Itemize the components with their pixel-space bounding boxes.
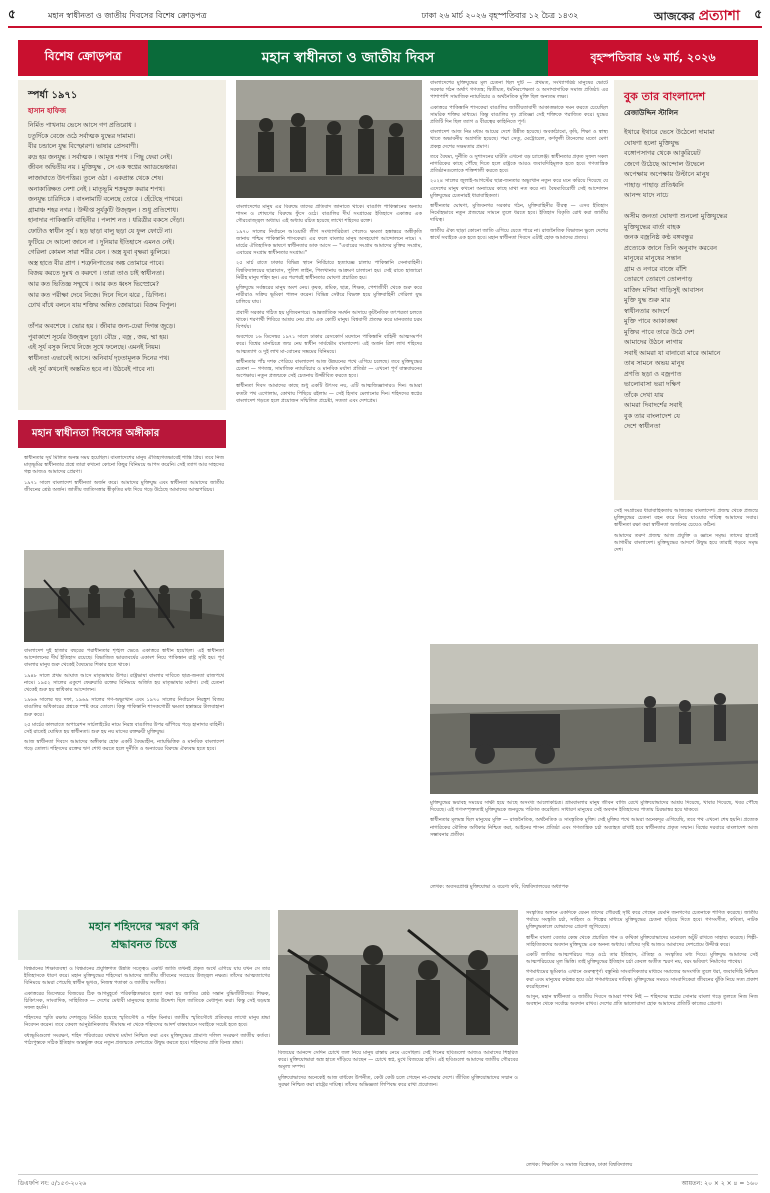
poem-line: সবাই আমরা যা বানাবো মারে আমানে xyxy=(624,348,721,357)
poem-box-sporda xyxy=(18,80,226,410)
brand-prefix: আজকের xyxy=(653,10,695,23)
poem-line xyxy=(624,201,748,212)
section-heading-martyrs-line1: মহান শহিদদের স্মরণ করি xyxy=(88,920,200,933)
poem-line: আনন্দ যাদে নাচে xyxy=(624,191,669,199)
poem-title: বুক তার বাংলাদেশ xyxy=(624,90,706,103)
page-number-right: ৫ xyxy=(754,7,762,21)
poem-line: রুদ্র হয় জনযুদ্ধ । সর্বাত্মক । আমূত্ত শপথ । পিছু ফেরা নেই। xyxy=(28,153,173,161)
poem-line: প্রত্যেকে জানে তিনি অনুবাদ করবেন xyxy=(624,243,717,252)
poem-line: ঢোখ বাঁধে বলনে যায় শক্তির অন্নিত জোয়ারে। বিক্রম বিপুল। xyxy=(28,302,177,310)
right-article-text-2: মুক্তিযুদ্ধের ভয়াবহ সময়ের সাক্ষী হয়ে আছে অসংখ্য আলোকচিত্র। গ্রামবাংলার মানুষ জীবন বাজি রেখে মুক্তিযোদ্ধাদের আশ্রয় দিয়েছে, খাবার দিয়েছে, খবর পৌঁছে দিয়েছে। এই গণসম্পৃক্ততাই মুক্তিযুদ্ধকে জনযুদ্ধে পরিণত করেছিল। সাধারণ মানুষের সেই অবদান ইতিহাসের পাতায় চিরভাস্বর হয়ে থাকবে। স্বাধীনতার মূলমন্ত্র ছিল মানুষের মুক্তি — রাজনৈতিক, অর্থনৈতিক ও সাংস্কৃতিক মুক্তি। সেই মুক্তির পথে আমরা অনেকদূর এগিয়েছি, তবে পথ এখনো শেষ হয়নি। প্রত্যেক নাগরিকের মৌলিক অধিকার নিশ্চিত করা, আইনের শাসন প্রতিষ্ঠা এবং গণতান্ত্রিক চর্চা অব্যাহত রাখাই হবে স্বাধীনতার প্রকৃত সম্মান। বিশ্বের দরবারে বাংলাদেশ আজ সম্ভাবনার প্রতীক। xyxy=(430,800,758,838)
poem-line: মুক্তি যুদ্ধ শুরু মার xyxy=(624,296,671,304)
pledge-article-text-2: বাংলাদেশ দুই হাজার বছরের পরাধীনতার শৃঙ্খল ভেঙে একাত্তরে স্বাধীন হয়েছিল। এই স্বাধীনতা আন্দোলনের দীর্ঘ ইতিহাস রয়েছে। বিভাজিত ভারতবর্ষের একাংশ নিয়ে পাকিস্তান রাষ্ট্র সৃষ্টি হয়। পূর্ব বাংলার মানুষ শুরু থেকেই বৈষম্যের শিকার হতে থাকে। ১৯৪৮ সালে প্রথম আঘাত আসে মাতৃভাষার উপর। রাষ্ট্রভাষা বাংলার দাবিতে ছাত্র-জনতা রাজপথে নামে। ১৯৫২ সালের একুশে ফেব্রুয়ারি রক্তের বিনিময়ে অর্জিত হয় মাতৃভাষার মর্যাদা। সেই চেতনা থেকেই শুরু হয় স্বাধিকার আন্দোলন। ১৯৬৬ সালের ছয় দফা, ১৯৬৯ সালের গণ-অভ্যুত্থান এবং ১৯৭০ সালের নির্বাচনে নিরঙ্কুশ বিজয় বাঙালির অধিকারের প্রশ্নকে স্পষ্ট করে তোলে। কিন্তু পাকিস্তানি শাসকগোষ্ঠী ক্ষমতা হস্তান্তরে টালবাহানা শুরু করে। ২৫ মার্চের কালরাতে অপারেশন সার্চলাইটের নামে নিরস্ত্র বাঙালির উপর ঝাঁপিয়ে পড়ে হানাদার বাহিনী। সেই রাতেই ঘোষিত হয় স্বাধীনতা। শুরু হয় নয় মাসের রক্তক্ষয়ী মুক্তিযুদ্ধ। আজ স্বাধীনতা দিবসে আমাদের অঙ্গীকার হোক একটি বৈষম্যহীন, ন্যায়ভিত্তিক ও মানবিক বাংলাদেশ গড়ে তোলা। শহিদদের রক্তের ঋণ শোধ করতে হলে দুর্নীতি ও অন্যায়ের বিরুদ্ধে ঐক্যবদ্ধ হতে হবে। xyxy=(24,648,224,753)
supplement-title: মহান স্বাধীনতা ও জাতীয় দিবসের বিশেষ ক্রোড়পত্র xyxy=(48,10,207,20)
poem-line: মুক্তি পাবে আকাঙ্ক্ষা xyxy=(624,317,678,325)
section-heading-martyrs-line2: শ্রদ্ধাবনত চিত্তে xyxy=(111,938,177,951)
poem-line: মুক্তির পাবে তারে উঠে দেশ xyxy=(624,327,695,336)
poem-line: তোরণে তোরণে তোলপাড় xyxy=(624,275,693,283)
banner-center-title: মহান স্বাধীনতা ও জাতীয় দিবস xyxy=(148,40,548,76)
poem-line: তাঁকে দেখা যায় xyxy=(624,390,664,399)
dfp-number: ডিএফপি নং: ৫/১৫৩-২০২৬ xyxy=(18,1180,87,1187)
photo-freedom-fighters-rifles xyxy=(278,910,518,1045)
poem-line: চতুর্দিকে বেজে ওঠে সর্বাত্মক যুদ্ধের দামামা। xyxy=(28,132,136,140)
poem-line: পুবাকাশে সূর্যের উজ্জ্বল চূড়া। বৌদ্র , বজ্র , জয়, ম্মা হয়। xyxy=(28,333,169,341)
page-number-left: ৫ xyxy=(8,7,16,21)
poem-line: অপেক্ষায় অপেক্ষায় উল্টানে মানুষ xyxy=(624,170,710,178)
poem-line: ভালোবাসা ভরা দক্ষিণ xyxy=(624,380,681,388)
brand-name: প্রত্যাশা xyxy=(698,8,740,24)
photo-liberation-war-field xyxy=(430,644,758,794)
poem-line: ঘোষণা হলো মুক্তিযুদ্ধ xyxy=(624,138,680,147)
center-article-text-2: বাংলাদেশের মুক্তিযুদ্ধের মূল চেতনা ছিল দুটি — প্রথমত, সংখ্যাগরিষ্ঠ মানুষের ভোটে সরকার গঠন অর্থাৎ গণতন্ত্র; দ্বিতীয়ত, ধর্মনিরপেক্ষতা ও অসাম্প্রদায়িক সমাজ প্রতিষ্ঠা। এর পাশাপাশি সামাজিক ন্যায়বিচার ও অর্থনৈতিক মুক্তি ছিল অন্যতম লক্ষ্য। একাত্তরে পাকিস্তানি শাসকেরা বাঙালির জাতীয়তাবাদী আকাঙ্ক্ষাকে দমন করতে চেয়েছিল সামরিক শক্তির মাধ্যমে। কিন্তু বাঙালির দৃঢ় প্রতিজ্ঞা সেই শক্তিকে পরাজিত করে। যুদ্ধের প্রতিটি দিন ছিল ত্যাগ ও বীরত্বের কাহিনিতে পূর্ণ। বাংলাদেশ আজ নিম্ন মধ্যম আয়ের দেশে উন্নীত হয়েছে। অবকাঠামো, কৃষি, শিক্ষা ও স্বাস্থ্য খাতে অভাবনীয় অগ্রগতি হয়েছে। পদ্মা সেতু, মেট্রোরেল, কর্ণফুলী টানেলের মতো মেগা প্রকল্প দেশের সক্ষমতার প্রমাণ। তবে বৈষম্য, দুর্নীতি ও সুশাসনের ঘাটতি এখনো বড় চ্যালেঞ্জ। স্বাধীনতার প্রকৃত সুফল সকল নাগরিকের কাছে পৌঁছে দিতে হলে রাষ্ট্রকে আরও জবাবদিহিমূলক হতে হবে। গণতান্ত্রিক প্রতিষ্ঠানগুলোকে শক্তিশালী করতে হবে। ২০২৪ সালের জুলাই-আগস্টের ছাত্র-জনতার অভ্যুত্থান নতুন করে মনে করিয়ে দিয়েছে যে এদেশের মানুষ কখনো অন্যায়ের কাছে মাথা নত করে না। বৈষম্যবিরোধী সেই আন্দোলন মুক্তিযুদ্ধের চেতনারই ধারাবাহিকতা। স্বাধীনতার ঘোষণা, মুজিবনগর সরকার গঠন, মুক্তিবাহিনীর বীরত্ব — এসব ইতিহাস নির্মোহভাবে নতুন প্রজন্মের সামনে তুলে ধরতে হবে। ইতিহাস বিকৃতি রোধ করা জাতীয় দায়িত্ব। জাতীয় ঐক্য ছাড়া কোনো জাতি এগিয়ে যেতে পারে না। রাজনৈতিক বিভাজন ভুলে দেশের স্বার্থে সবাইকে এক হতে হবে। মহান স্বাধীনতা দিবসে এটাই হোক আমাদের প্রত্যয়। xyxy=(430,80,608,241)
banner-right-date: বৃহস্পতিবার ২৬ মার্চ, ২০২৬ xyxy=(548,40,758,76)
right-article-text-1: সেই সংগ্রামের ধারাবাহিকতায় আজকের বাংলাদেশ। প্রজন্ম থেকে প্রজন্মে মুক্তিযুদ্ধের চেতনা বহন করে নিয়ে যাওয়ার দায়িত্ব আমাদের সবার। স্বাধীনতা রক্ষা করা স্বাধীনতা অর্জনের চেয়েও কঠিন। আমাদের তরুণ প্রজন্ম আজ প্রযুক্তি ও জ্ঞানে সমৃদ্ধ। তাদের হাতেই আগামীর বাংলাদেশ। মুক্তিযুদ্ধের আদর্শে উদ্বুদ্ধ হয়ে তারাই গড়বে সমৃদ্ধ দেশ। xyxy=(614,508,758,554)
poem-line: আমাদের উঠনে লাগায় xyxy=(624,338,683,346)
poem-line: বিজয় করতে দুঃখ ও করুণে । তারা তাও চাই স্বাধীনতা। xyxy=(28,270,165,278)
poem-line: প্রণতি ছড়া ও বজ্রপাত xyxy=(624,369,682,378)
issue-date: ঢাকা ২৬ মার্চ ২০২৬ বৃহস্পতিবার ১২ চৈত্র ১৪৩২ xyxy=(421,10,579,20)
page-footer xyxy=(18,1174,758,1186)
poem-line: এই সূর্য বসুক লিখে নিজে সুখে ফলেছে। এমনই নিয়ম। xyxy=(28,344,161,352)
author-note-bottom: লেখক: শিক্ষাবিদ ও সমাজ বিশ্লেষক, ঢাকা বিশ্ববিদ্যালয় xyxy=(526,1162,633,1168)
martyrs-article-text-2: বিজয়ের আনন্দে সেদিন চোখে জল নিয়ে মানুষ রাস্তায় নেমে এসেছিল। সেই দিনের ছবিগুলো আজও আমাদের শিহরিত করে। মুক্তিযোদ্ধারা অস্ত্র হাতে দাঁড়িয়ে আছেন — চোখে স্বপ্ন, মুখে বিজয়ের হাসি। এই ছবিগুলো আমাদের জাতীয় গৌরবের অমূল্য সম্পদ। মুক্তিযোদ্ধাদের অনেকেই আজ বার্ধক্যে উপনীত, কেউ কেউ চলে গেছেন না-ফেরার দেশে। জীবিত মুক্তিযোদ্ধাদের সম্মান ও সুরক্ষা নিশ্চিত করা রাষ্ট্রের দায়িত্ব। তাঁদের অভিজ্ঞতা লিপিবদ্ধ করে রাখা প্রয়োজন। xyxy=(278,1050,518,1088)
poem-author: হাসান হাফিজ xyxy=(28,107,67,115)
poem-line: অনাকাঙ্ক্ষিত নেশা নেই । মাতৃভূমি শক্রমুক্ত করার শপথ। xyxy=(28,185,165,193)
photo-freedom-fighters-boat xyxy=(24,550,224,642)
supplement-banner xyxy=(18,40,758,76)
poem-line: স্বাধীনতা এভাবেই আসে। অনিবার্য দৃঢ়তামূলক দিনের পথ। xyxy=(28,355,170,363)
author-note-mid: লেখক: অবসরপ্রাপ্ত মুক্তিযোদ্ধা ও বরেণ্য কবি, বিশ্ববিদ্যালয়ের অধ্যাপক xyxy=(430,884,569,890)
poem-line: হানাদার পাকিস্তানি বাহিনীর । পলাশ নত । ধরিত্রীর বকসে দেঁড়া। xyxy=(28,217,185,225)
section-heading-martyrs xyxy=(18,910,270,960)
poem-line: তাঁপর অবশেষে । ভোর হয় । জীবার জন্য-ঢেরা দিগন্ত জুড়ে। xyxy=(28,323,176,331)
martyrs-article-text-1: বিশ্বমানের শিক্ষাব্যবস্থা ও বিশ্বমানের প্রযুক্তিগত উন্নতি সত্ত্বেও একটি জাতি তখনই প্রকৃত অর্থে এগিয়ে যায় যখন সে তার ইতিহাসকে ধারণ করে। মহান মুক্তিযুদ্ধের শহিদেরা আমাদের জাতীয় জীবনের সবচেয়ে উজ্জ্বল নক্ষত্র। তাঁদের আত্মত্যাগের বিনিময়ে আমরা পেয়েছি স্বাধীন ভূখণ্ড, নিজস্ব পতাকা ও জাতীয় সংগীত। একাত্তরের ডিসেম্বরে বিজয়ের ঠিক আগমুহূর্তে পরিকল্পিতভাবে হত্যা করা হয় জাতির শ্রেষ্ঠ সন্তান বুদ্ধিজীবীদের। শিক্ষক, চিকিৎসক, সাংবাদিক, সাহিত্যিক — দেশের মেধাবী মানুষদের হত্যার উদ্দেশ্য ছিল জাতিকে মেধাশূন্য করা। কিন্তু সেই ষড়যন্ত্র সফল হয়নি। শহিদদের স্মৃতি রক্ষায় দেশজুড়ে নির্মিত হয়েছে স্মৃতিসৌধ ও শহিদ মিনার। জাতীয় স্মৃতিসৌধে প্রতিবছর লাখো মানুষ শ্রদ্ধা নিবেদন করেন। তবে কেবল আনুষ্ঠানিকতায় সীমাবদ্ধ না থেকে শহিদদের আদর্শ বাস্তবায়নে সবাইকে সচেষ্ট হতে হবে। বধ্যভূমিগুলো সংরক্ষণ, শহিদ পরিবারের যথাযথ মর্যাদা নিশ্চিত করা এবং মুক্তিযুদ্ধের প্রামাণ্য দলিল সংরক্ষণ জাতীয় কর্তব্য। পাঠ্যপুস্তকে সঠিক ইতিহাস অন্তর্ভুক্ত করে নতুন প্রজন্মকে দেশপ্রেমে উদ্বুদ্ধ করতে হবে। শহিদদের প্রতি বিনম্র শ্রদ্ধা। xyxy=(24,966,270,1046)
poem-line: আমরা দিবাদর্শের সবাই xyxy=(624,401,683,409)
pledge-article-text-1: স্বাধীনতার সূর্য মিলিত অনন্ত সময় হয়েছিল। বাংলাদেশের মানুষ ঐতিহ্যগতভাবেই শান্তি প্রিয়। তবে নিজ মাতৃভূমির স্বাধীনতার প্রশ্নে তারা কখনো কোনো কিছুর বিনিময়ে আপস করেনি। সেই ত্যাগ আর সাহসের গল্প আজও আমাদের প্রেরণা। ১৯৭১ সালে বাংলাদেশ স্বাধীনতা অর্জন করে। আমাদের মুক্তিযুদ্ধ এবং স্বাধীনতা আমাদের জাতীয় জীবনের শ্রেষ্ঠ অর্জন। জাতীয় জাতিসত্তার স্বীকৃতির মধ্য দিয়ে গড়ে উঠেছে আমাদের আত্মপরিচয়। xyxy=(24,455,224,493)
poem-box-buk-tar-bangladesh xyxy=(614,80,758,500)
poem-line: আর কত পরীক্ষা দেবে নিজে। দিনে দিনে ঝরে , ডিগিন্য। xyxy=(28,291,167,299)
poem-author: রেজাউদ্দিন স্টালিন xyxy=(624,109,679,117)
poem-line: মাজিদ মণিমা গাড়িসুই আবাসন xyxy=(624,285,704,294)
poem-line: পাহাড় পাহাড় প্রতিধ্বনি xyxy=(624,180,684,189)
poem-line: ফুটিয়ে দে আলো জানে না । দুনিয়ার ইতিহাসে এমনও নেই। xyxy=(28,238,174,246)
poem-line: মুক্তিযুদ্ধের বার্তা বাহক xyxy=(624,222,681,231)
photo-war-refugees xyxy=(236,80,422,198)
poem-line: দেশে স্বাধীনতা xyxy=(624,422,661,430)
poem-line: জেগে উঠেছে আন্দোল উদ্বেলে xyxy=(624,159,705,168)
poem-line: গ্রাম ও নগরে বাজে বাঁশি xyxy=(624,264,687,273)
poem-line: বঙ্গোপসাগর থেকে আকুরিয়েট xyxy=(624,149,701,157)
poem-line: নির্মিত পাখনায় ভেসে আসে গণ প্রতিরোধ । xyxy=(28,122,136,129)
poem-line: তাৰ সামনে অভয় মানুষ xyxy=(624,359,685,367)
newspaper-logo xyxy=(620,4,740,28)
poem-lines xyxy=(28,121,216,375)
martyrs-article-text-3: সংস্কৃতির অঙ্গনে একদিকে যেমন তাদের গৌরবই সৃষ্টি করে গেছেন যেমনি জনগণের চেতনাকে শাণিত করেছে। জাতীয় পর্যায়ে সংস্কৃতি চর্চা, সাহিত্য ও শিল্পের মাধ্যমে মুক্তিযুদ্ধের চেতনা ছড়িয়ে দিতে হবে। গণসংগীত, কবিতা, নাটক মুক্তিযুদ্ধকালে যোদ্ধাদের প্রেরণা জুগিয়েছে। স্বাধীন বাংলা বেতার কেন্দ্র থেকে প্রচারিত গান ও কথিকা মুক্তিযোদ্ধাদের মনোবল অটুট রাখতে সাহায্য করেছে। শিল্পী-সাহিত্যিকদের অবদান মুক্তিযুদ্ধে এক অনন্য অধ্যায়। তাঁদের সৃষ্টি আজও আমাদের দেশপ্রেমে উদ্দীপ্ত করে। একটি জাতির আত্মপরিচয় গড়ে ওঠে তার ইতিহাস, ঐতিহ্য ও সংস্কৃতির মধ্য দিয়ে। মুক্তিযুদ্ধ আমাদের সেই আত্মপরিচয়ের মূল ভিত্তি। তাই মুক্তিযুদ্ধের ইতিহাস চর্চা কেবল অতীত স্মরণ নয়, বরং ভবিষ্যৎ নির্মাণের পাথেয়। গণমাধ্যমের ভূমিকাও এখানে গুরুত্বপূর্ণ। বস্তুনিষ্ঠ সাংবাদিকতার মাধ্যমে সমাজের অসংগতি তুলে ধরা, জবাবদিহি নিশ্চিত করা এবং মানুষের কণ্ঠস্বর হয়ে ওঠা গণমাধ্যমের দায়িত্ব। মুক্তিযুদ্ধের সময়ও সাংবাদিকেরা জীবনের ঝুঁকি নিয়ে সত্য প্রকাশ করেছিলেন। আসুন, মহান স্বাধীনতা ও জাতীয় দিবসে আমরা শপথ নিই — শহিদদের স্বপ্নের সোনার বাংলা গড়ে তুলতে নিজ নিজ অবস্থান থেকে সর্বোচ্চ অবদান রাখব। দেশের প্রতি ভালোবাসা হোক আমাদের প্রতিটি কাজের প্রেরণা। xyxy=(526,910,758,1008)
poem-line: আর কত ভিতিজ্ঞ সম্মুখে । আর কত ধ্বংস ভিস্প্রেমে? xyxy=(28,280,159,288)
center-article-text-1: বাংলাদেশের মানুষ এর বিরুদ্ধে তাদের প্রতিবাদ জানাতে থাকে। বাঙালি পাকিস্তানের অন্যায় শাসন ও শোষণের বিরুদ্ধে ফুঁসে ওঠে। বাঙালির দীর্ঘ সংগ্রামের ইতিহাসে একাত্তর এক গৌরবোজ্জ্বল অধ্যায়। এই অধ্যায় রচিত হয়েছে লাখো শহিদের রক্তে। ১৯৭০ সালের নির্বাচনে আওয়ামী লীগ সংখ্যাগরিষ্ঠতা পেলেও ক্ষমতা হস্তান্তরে অস্বীকৃতি জানায় পশ্চিম পাকিস্তানি শাসকেরা। এর ফলে বাংলার মানুষ অসহযোগ আন্দোলনে নামে। ৭ মার্চের ঐতিহাসিক ভাষণে স্বাধীনতার ডাক আসে — "এবারের সংগ্রাম আমাদের মুক্তির সংগ্রাম, এবারের সংগ্রাম স্বাধীনতার সংগ্রাম।" ২৫ মার্চ রাতে ঢাকার বিভিন্ন স্থানে নির্বিচারে হত্যাযজ্ঞ চালায় পাকিস্তানি সেনাবাহিনী। বিশ্ববিদ্যালয়ের ছাত্রাবাস, পুলিশ লাইন, পিলখানায় আক্রমণ চালানো হয়। সেই রাতে হাজারো নিরীহ মানুষ শহিদ হন। এর পরপরই স্বাধীনতার ঘোষণা প্রচারিত হয়। মুক্তিযুদ্ধে সর্বস্তরের মানুষ অংশ নেয়। কৃষক, শ্রমিক, ছাত্র, শিক্ষক, পেশাজীবী থেকে শুরু করে নারীরাও সক্রিয় ভূমিকা পালন করেন। বিভিন্ন সেক্টরে বিভক্ত হয়ে মুক্তিবাহিনী গেরিলা যুদ্ধ চালিয়ে যায়। প্রবাসী সরকার গঠিত হয় মুজিবনগরে। আন্তর্জাতিক সমর্থন আদায়ে কূটনৈতিক তৎপরতা চলতে থাকে। শরণার্থী শিবিরে আশ্রয় নেয় প্রায় এক কোটি মানুষ। বিশ্ববাসী প্রত্যক্ষ করে মানবতার চরম বিপর্যয়। অবশেষে ১৬ ডিসেম্বর ১৯৭১ সালে ঢাকার রেসকোর্স ময়দানে পাকিস্তানি বাহিনী আত্মসমর্পণ করে। বিশ্বের মানচিত্রে জন্ম নেয় স্বাধীন সার্বভৌম বাংলাদেশ। এই অর্জন ত্রিশ লাখ শহিদের আত্মত্যাগ ও দুই লাখ মা-বোনের সম্ভ্রমের বিনিময়ে। স্বাধীনতার পাঁচ দশক পেরিয়ে বাংলাদেশ আজ উন্নয়নের পথে এগিয়ে চলেছে। তবে মুক্তিযুদ্ধের চেতনা — গণতন্ত্র, সামাজিক ন্যায়বিচার ও মানবিক মর্যাদা প্রতিষ্ঠা — এখনো পূর্ণ বাস্তবায়নের অপেক্ষায়। নতুন প্রজন্মকে সেই চেতনায় উজ্জীবিত করতে হবে। স্বাধীনতা দিবস আমাদের কাছে শুধু একটি উৎসব নয়, এটি আত্মজিজ্ঞাসারও দিন। আমরা কতটা পথ এগোলাম, কোথায় পিছিয়ে রইলাম — সেই হিসাব মেলানোর দিন। শহিদদের স্বপ্নের বাংলাদেশ গড়তে হলে প্রয়োজন সম্মিলিত প্রচেষ্টা, সততা এবং দেশপ্রেম। xyxy=(236,204,422,404)
poem-line: স্বাধীনতার আদর্শে xyxy=(624,306,670,315)
poem-line: জনযুদ্ধ চারিদিকে । বাংলামাটি বলেছে তোরে । হেঁটেছে পাখরে। xyxy=(28,196,183,204)
poem-lines xyxy=(624,127,748,432)
poem-line: অস্ত্র হাতে বীর প্রাণ । শত্রুনিপাতের অঙ্ক তোমারে পাবে। xyxy=(28,259,164,267)
poem-line: গ্রামাঞ্চ শহর নগর । উদ্দীপ্ত সুর্যকুটি উজ্জ্বল । শুধু প্রতিশোধ। xyxy=(28,206,179,214)
poem-line: ফোটাও স্বাধীন সূর্য । ছড় ছাড়া বালু ছড়া যে ফুল ফোটে না। xyxy=(28,227,173,235)
poem-line: জীবন অদ্বিতীয় নয় । মুক্তিযুদ্ধ , সে এক স্বপ্নের অ্যাডভেঞ্চার। xyxy=(28,164,178,172)
poem-line: এই সূর্য কখনোই অস্তমিত হবে না। উঠবেই পাবে না। xyxy=(28,365,155,373)
poem-line xyxy=(28,312,216,323)
poem-line: মানুষের মানুষের সন্তান xyxy=(624,254,681,262)
poem-line: গেরিলা কোমল সারা শরীর যেন । অস্ত্র যুবা বৃক্ষরা ঝুলিয়ে। xyxy=(28,249,170,257)
poem-line: লাজাঘাতে উৎপত্তির। তুলে ওঠা । একপ্রান্ত থেকে শেষ। xyxy=(28,174,164,182)
poem-line: অসীম জনতা ঘোষণা শুনলো মুক্তিযুদ্ধের xyxy=(624,212,728,220)
poem-line: ইথারে ইথারে ভেসে উঠেলো দামামা xyxy=(624,128,715,136)
banner-left-label: বিশেষ ক্রোড়পত্র xyxy=(18,40,148,76)
poem-title: স্পর্ধা ১৯৭১ xyxy=(28,90,78,101)
ad-dimension: আয়তন: ২০ × ২ × ৪ = ১৬০ xyxy=(681,1180,758,1187)
poem-line: বীর চন্ডালে যুদ্ধ বিস্ফোরণ। ভাষার প্রেসবাণী। xyxy=(28,143,139,151)
poem-line: জনক বজ্রনিষ্ঠ কণ্ঠ বঙ্গবন্ধুর xyxy=(624,233,694,241)
section-heading-pledge: মহান স্বাধীনতা দিবসের অঙ্গীকার xyxy=(18,420,226,448)
poem-line: বুক তার বাংলাদেশ যে xyxy=(624,411,680,420)
page-header-bar xyxy=(8,6,762,28)
